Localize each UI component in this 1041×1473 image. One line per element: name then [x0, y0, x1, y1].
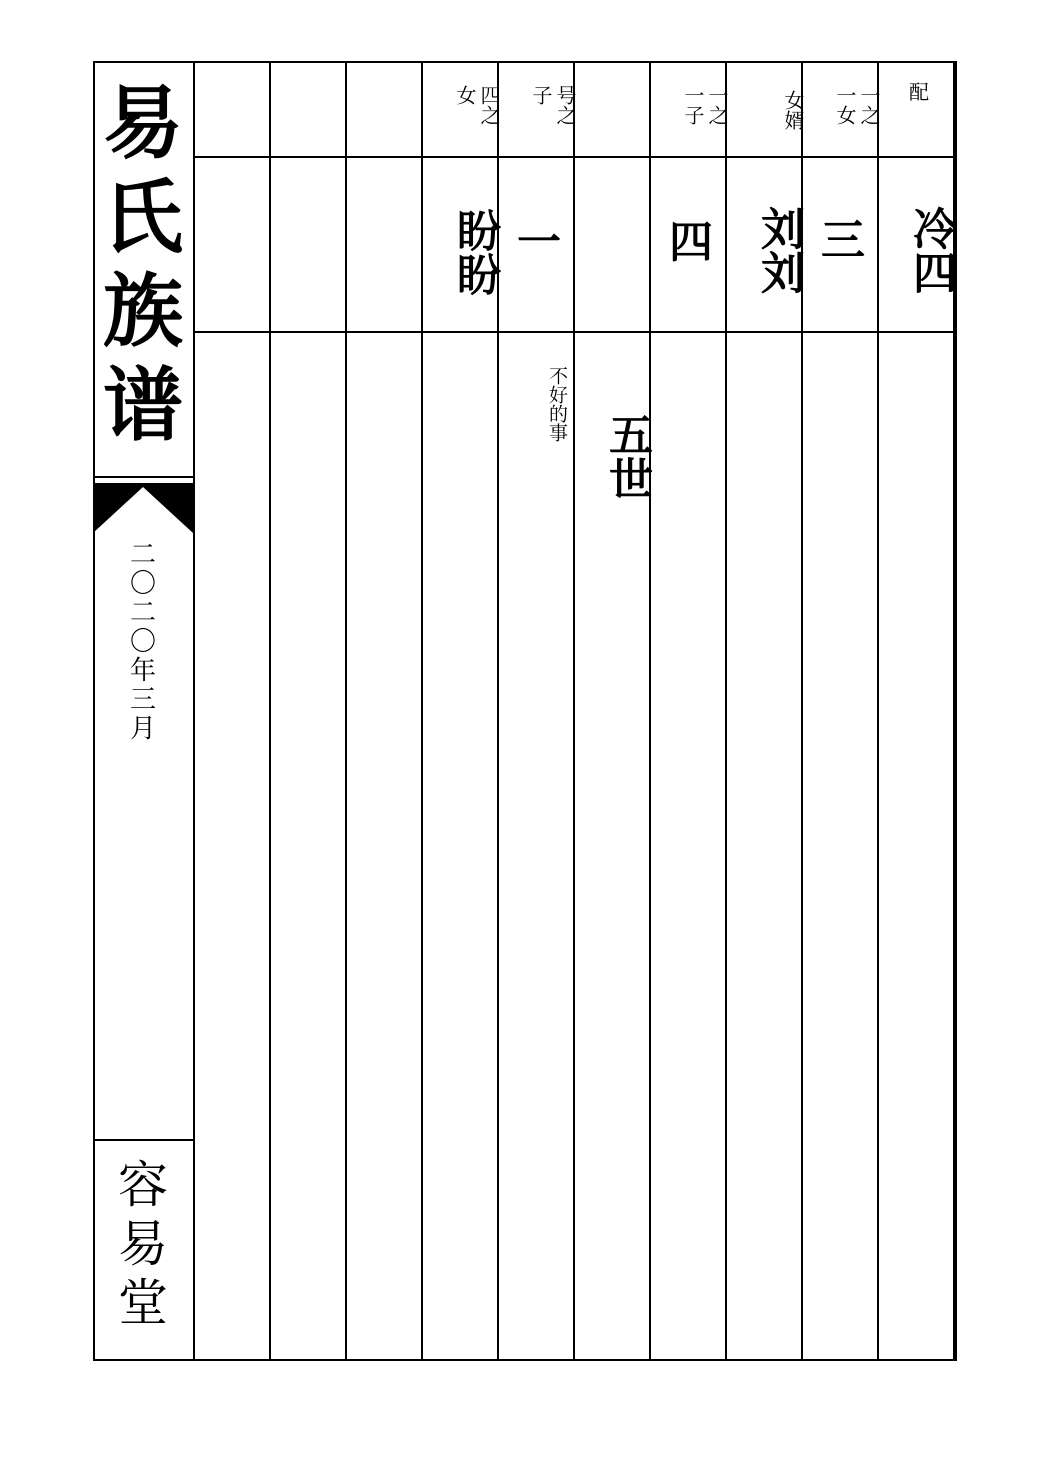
hall-divider: [93, 1139, 193, 1141]
title-char: 氏: [103, 170, 183, 264]
hall-char: 容: [118, 1156, 168, 1214]
hall-char: 易: [118, 1215, 168, 1273]
date-char: 二: [129, 598, 156, 628]
column-header: [729, 80, 805, 140]
date-char: 〇: [129, 627, 156, 657]
generation-marker: [577, 396, 653, 516]
column-header: [805, 80, 881, 140]
person-name: 四: [669, 217, 713, 268]
person-name-text: 盼盼: [449, 208, 500, 296]
title-char: 易: [103, 76, 183, 170]
person-name-text: 刘刘: [753, 206, 804, 294]
hall-char: 堂: [118, 1274, 168, 1332]
column-header: [425, 80, 501, 140]
column-header: 配: [909, 80, 929, 104]
genealogy-title: [93, 76, 193, 452]
person-note: [501, 342, 577, 442]
column-header: [653, 80, 729, 140]
generation-marker-text: 五世: [601, 412, 652, 500]
column-header: [501, 80, 577, 140]
name-row-divider: [195, 331, 957, 333]
person-name: [881, 190, 957, 310]
grid-column: [575, 61, 651, 1361]
date-char: 年: [129, 656, 156, 686]
person-name: 一: [517, 217, 561, 268]
date-char: 三: [129, 685, 156, 715]
grid-column: [271, 61, 347, 1361]
date-char: 月: [129, 714, 156, 744]
compile-date: [93, 541, 193, 744]
person-name: 三: [821, 215, 865, 266]
person-name: [729, 190, 805, 310]
title-char: 族: [103, 264, 183, 358]
person-name-text: 冷四: [905, 206, 956, 294]
column-header-text: 一之一女: [833, 85, 881, 125]
date-char: 〇: [129, 569, 156, 599]
title-char: 谱: [103, 358, 183, 452]
grid-column: [195, 61, 271, 1361]
column-header-text: 四之女: [453, 85, 501, 125]
sidebar: [93, 61, 195, 1361]
hall-name: [93, 1156, 193, 1333]
grid-column: [347, 61, 423, 1361]
date-char: 二: [129, 540, 156, 570]
ribbon-mark-icon: [93, 483, 193, 533]
column-header-text: 一之一子: [681, 85, 729, 125]
column-header-text: 女婿: [781, 90, 805, 130]
title-divider: [93, 476, 193, 478]
person-name: [425, 192, 501, 312]
column-header-text: 号之子: [529, 85, 577, 125]
header-row-divider: [195, 156, 957, 158]
person-note-text: 不好的事: [546, 366, 568, 442]
